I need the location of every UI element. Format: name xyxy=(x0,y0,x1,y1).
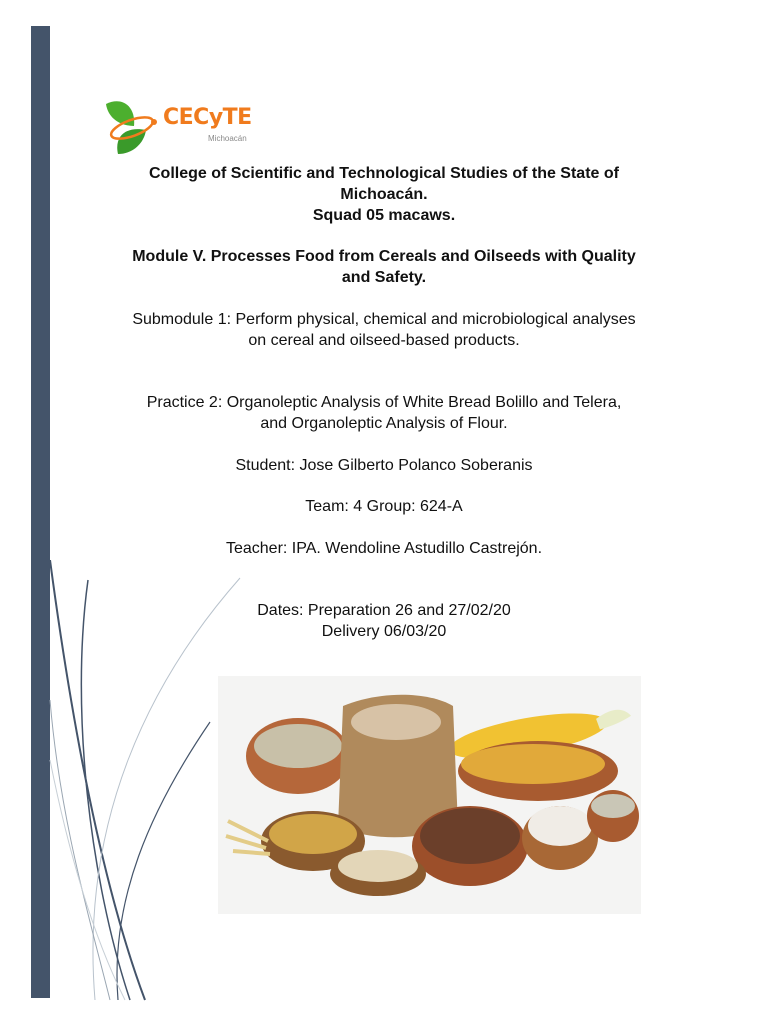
institution-line-2: Michoacán. xyxy=(340,186,428,203)
practice-line-2: and Organoleptic Analysis of Flour. xyxy=(260,415,508,432)
cecyte-logo xyxy=(100,96,270,156)
dates-preparation: Dates: Preparation 26 and 27/02/20 xyxy=(257,602,511,619)
submodule-text xyxy=(96,309,672,351)
practice-text xyxy=(96,392,672,434)
module-title xyxy=(96,246,672,288)
institution-block xyxy=(96,163,672,226)
teacher-line: Teacher: IPA. Wendoline Astudillo Castrejón. xyxy=(225,540,543,557)
logo-name: CECyTE xyxy=(163,105,252,130)
submodule-line-2: on cereal and oilseed-based products. xyxy=(248,332,520,349)
team-line: Team: 4 Group: 624-A xyxy=(305,498,463,515)
cecyte-leaf-icon xyxy=(100,96,164,156)
submodule-line-1: Submodule 1: Perform physical, chemical and microbiological analyses xyxy=(132,311,636,328)
practice-line-1: Practice 2: Organoleptic Analysis of White Bread Bolillo and Telera, xyxy=(146,394,622,411)
dates-block xyxy=(96,600,672,642)
cereals-grains-photo xyxy=(218,676,641,914)
squad-line: Squad 05 macaws. xyxy=(312,207,456,224)
logo-region: Michoacán xyxy=(208,134,247,143)
module-line-1: Module V. Processes Food from Cereals and Oilseeds with Quality xyxy=(132,248,636,265)
institution-line-1: College of Scientific and Technological Studies of the State of xyxy=(149,165,619,182)
student-line: Student: Jose Gilberto Polanco Soberanis xyxy=(235,457,533,474)
module-line-2: and Safety. xyxy=(341,269,427,286)
dates-delivery: Delivery 06/03/20 xyxy=(321,623,447,640)
